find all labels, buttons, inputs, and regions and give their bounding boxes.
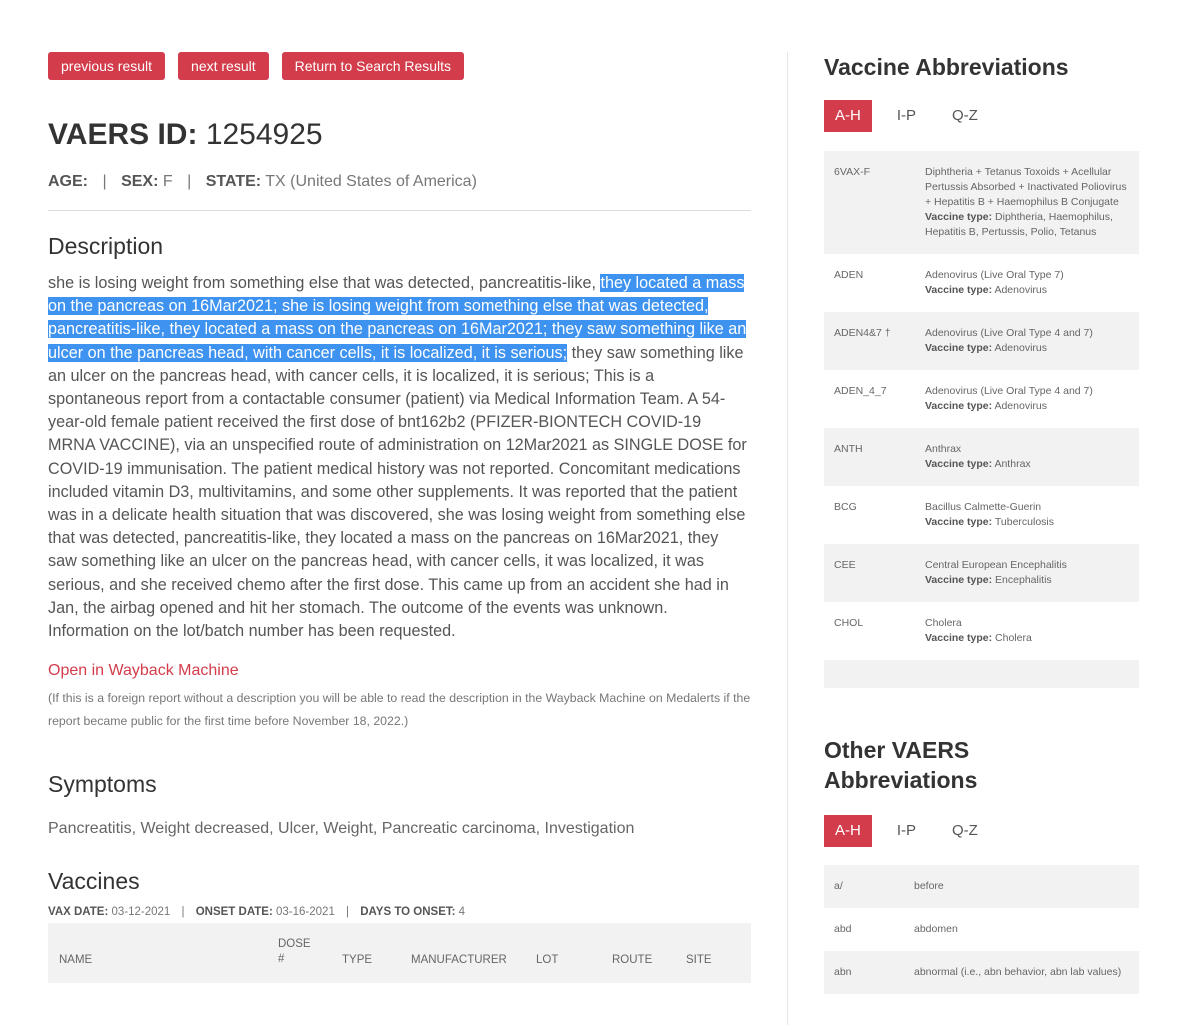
abbr-type: Adenovirus: [994, 284, 1047, 296]
symptoms-heading: Symptoms: [48, 771, 157, 798]
abbr-definition: [925, 500, 1128, 530]
abbr-definition: [925, 326, 1128, 356]
result-nav: [48, 52, 751, 80]
abbr-definition: abnormal (i.e., abn behavior, abn lab values): [914, 966, 1122, 978]
abbr-type: Adenovirus: [994, 342, 1047, 354]
list-item: [824, 370, 1139, 428]
list-item: [824, 254, 1139, 312]
vaccine-type-label: Vaccine type:: [925, 342, 993, 354]
divider: [48, 210, 751, 211]
abbr-type: Cholera: [995, 632, 1032, 644]
abbr-name: Bacillus Calmette-Guerin: [925, 501, 1042, 513]
abbr-definition: [925, 165, 1128, 240]
other-abbr-list[interactable]: [824, 865, 1139, 994]
tab-q-z[interactable]: Q-Z: [952, 107, 978, 124]
tab-q-z[interactable]: Q-Z: [952, 822, 978, 839]
col-name: NAME: [59, 954, 93, 967]
abbr-code: abd: [834, 923, 852, 935]
vaccine-type-label: Vaccine type:: [925, 211, 993, 223]
vaccine-abbr-list[interactable]: [824, 151, 1139, 695]
abbr-code: BCG: [834, 501, 857, 513]
sidebar: [824, 52, 1139, 994]
list-item: [824, 660, 1139, 688]
tab-a-h[interactable]: A-H: [824, 100, 872, 132]
abbr-definition: [925, 268, 1128, 298]
abbr-code: a/: [834, 880, 843, 892]
abbr-name: Adenovirus (Live Oral Type 7): [925, 269, 1064, 281]
column-divider: [787, 52, 788, 1025]
abbr-code: 6VAX-F: [834, 166, 870, 178]
abbr-name: Central European Encephalitis: [925, 559, 1067, 571]
sex-value: F: [162, 173, 173, 190]
sex-label: SEX:: [121, 173, 159, 190]
abbr-code: ANTH: [834, 443, 863, 455]
vaccines-table-header: [48, 923, 751, 983]
col-manufacturer: MANUFACTURER: [411, 954, 507, 967]
abbr-definition: [925, 384, 1128, 414]
abbr-code: CHOL: [834, 617, 864, 629]
vaccine-abbreviations-heading: Vaccine Abbreviations: [824, 54, 1069, 80]
tab-i-p[interactable]: I-P: [896, 107, 917, 124]
abbr-name: Diphtheria + Tetanus Toxoids + Acellular Pertussis Absorbed + Inactivated Poliovirus + Hepatitis B + Haemophilus B Conjugate: [925, 166, 1127, 208]
list-item: [824, 428, 1139, 486]
wayback-link[interactable]: Open in Wayback Machine: [48, 662, 239, 680]
abbr-code: ADEN: [834, 269, 864, 281]
return-to-search-button[interactable]: Return to Search Results: [282, 52, 464, 80]
description-text-before: she is losing weight from something else that was detected, pancreatitis-like,: [48, 274, 601, 292]
vaccine-type-label: Vaccine type:: [925, 458, 993, 470]
vaccine-type-label: Vaccine type:: [925, 516, 993, 528]
abbr-name: Adenovirus (Live Oral Type 4 and 7): [925, 385, 1093, 397]
symptoms-text: Pancreatitis, Weight decreased, Ulcer, Weight, Pancreatic carcinoma, Investigation: [48, 820, 635, 838]
onset-date-value: 03-16-2021: [276, 906, 335, 919]
state-label: STATE:: [205, 173, 262, 190]
description-text-after: they saw something like an ulcer on the pancreas head, with cancer cells, it is localized, it is serious; This is a spontaneous report from a contactable consumer (patient) via Medical Information Team. A 54-year-old female patient received the first dose of bnt162b2 (PFIZER-BIONTECH COVID-19 MRNA VACCINE), via an unspecified route of administration on 12Mar2021 as SINGLE DOSE for COVID-19 immunisation. The patient medical history was not reported. Concomitant medications included vitamin D3, multivitamins, and some other supplements. It was reported that the patient was in a delicate health situation that was discovered, she was losing weight from something else that was detected, pancreatitis-like, they located a mass on the pancreas on 16Mar2021, they saw something like an ulcer on the pancreas head, with cancer cells, it was localized, it was serious, and she received chemo after the first dose. This came up from an accident she had in Jan, the airbag opened and hit her stomach. The outcome of the events was unknown. Information on the lot/batch number has been requested.: [48, 343, 747, 641]
abbr-name: Adenovirus (Live Oral Type 4 and 7): [925, 327, 1093, 339]
col-route: ROUTE: [612, 954, 653, 967]
vaccine-dates: [48, 904, 751, 920]
page-title: [48, 117, 751, 153]
previous-result-button[interactable]: previous result: [48, 52, 165, 80]
col-dose-hash: #: [278, 953, 285, 966]
vaccine-type-label: Vaccine type:: [925, 574, 993, 586]
list-item: [824, 908, 1139, 951]
abbr-code: abn: [834, 966, 852, 978]
vaccines-heading: Vaccines: [48, 868, 140, 895]
col-site: SITE: [686, 954, 712, 967]
abbr-name: Anthrax: [925, 443, 962, 455]
meta-separator: |: [181, 906, 185, 919]
abbr-type: Adenovirus: [994, 400, 1047, 412]
tab-i-p[interactable]: I-P: [896, 822, 917, 839]
list-item: [824, 151, 1139, 254]
abbr-definition: [925, 442, 1128, 472]
col-type: TYPE: [342, 954, 373, 967]
vax-date-label: VAX DATE:: [48, 906, 109, 919]
wayback-note: (If this is a foreign report without a description you will be able to read the description in the Wayback Machine on Medalerts if the report became public for the first time before November 18, 2022.): [48, 691, 751, 729]
col-lot: LOT: [536, 954, 559, 967]
vaers-id-value: 1254925: [205, 118, 323, 151]
abbr-code: ADEN_4_7: [834, 385, 887, 397]
list-item: [824, 312, 1139, 370]
abbr-definition: abdomen: [914, 923, 958, 935]
abbr-name: Cholera: [925, 617, 962, 629]
patient-meta: [48, 170, 751, 194]
vaccine-type-label: Vaccine type:: [925, 284, 993, 296]
list-item: [824, 951, 1139, 994]
abbr-definition: before: [914, 880, 944, 892]
days-to-onset-value: 4: [458, 906, 466, 919]
list-item: [824, 486, 1139, 544]
next-result-button[interactable]: next result: [178, 52, 269, 80]
meta-separator: |: [346, 906, 350, 919]
vaccine-abbr-tabs: [824, 100, 1139, 132]
other-abbreviations-heading: Other VAERS Abbreviations: [824, 737, 978, 793]
description-heading: Description: [48, 233, 164, 259]
age-label: AGE:: [48, 173, 88, 190]
tab-a-h[interactable]: A-H: [824, 815, 872, 847]
list-item: [824, 544, 1139, 602]
description-text: [48, 272, 751, 643]
other-abbr-tabs: [824, 815, 1139, 847]
abbr-definition: [925, 616, 1128, 646]
description-text-selected: they located a mass on the pancreas on 16Mar2021; she is losing weight from something else that was detected, pancreatitis-like, they located a mass on the pancreas on 16Mar2021; they saw something like an ulcer on the pancreas head, with cancer cells, it is localized, it is serious;: [48, 274, 747, 362]
abbr-definition: [925, 558, 1128, 588]
list-item: [824, 602, 1139, 660]
days-to-onset-label: DAYS TO ONSET:: [360, 906, 456, 919]
onset-date-label: ONSET DATE:: [195, 906, 273, 919]
abbr-type: Encephalitis: [995, 574, 1052, 586]
vaccine-type-label: Vaccine type:: [925, 400, 993, 412]
abbr-type: Tuberculosis: [994, 516, 1054, 528]
vaccine-type-label: Vaccine type:: [925, 632, 993, 644]
abbr-code: ADEN4&7 †: [834, 327, 891, 339]
abbr-type: Anthrax: [994, 458, 1031, 470]
abbr-code: CEE: [834, 559, 856, 571]
abbr-type: Diphtheria, Haemophilus, Hepatitis B, Pertussis, Polio, Tetanus: [925, 211, 1113, 238]
main-column: [48, 52, 751, 983]
state-value: TX (United States of America): [265, 173, 477, 190]
list-item: [824, 865, 1139, 908]
meta-separator: |: [102, 173, 107, 190]
vax-date-value: 03-12-2021: [111, 906, 171, 919]
meta-separator: |: [187, 173, 192, 190]
col-dose: DOSE: [278, 938, 311, 951]
vaers-id-label: VAERS ID:: [48, 118, 198, 151]
